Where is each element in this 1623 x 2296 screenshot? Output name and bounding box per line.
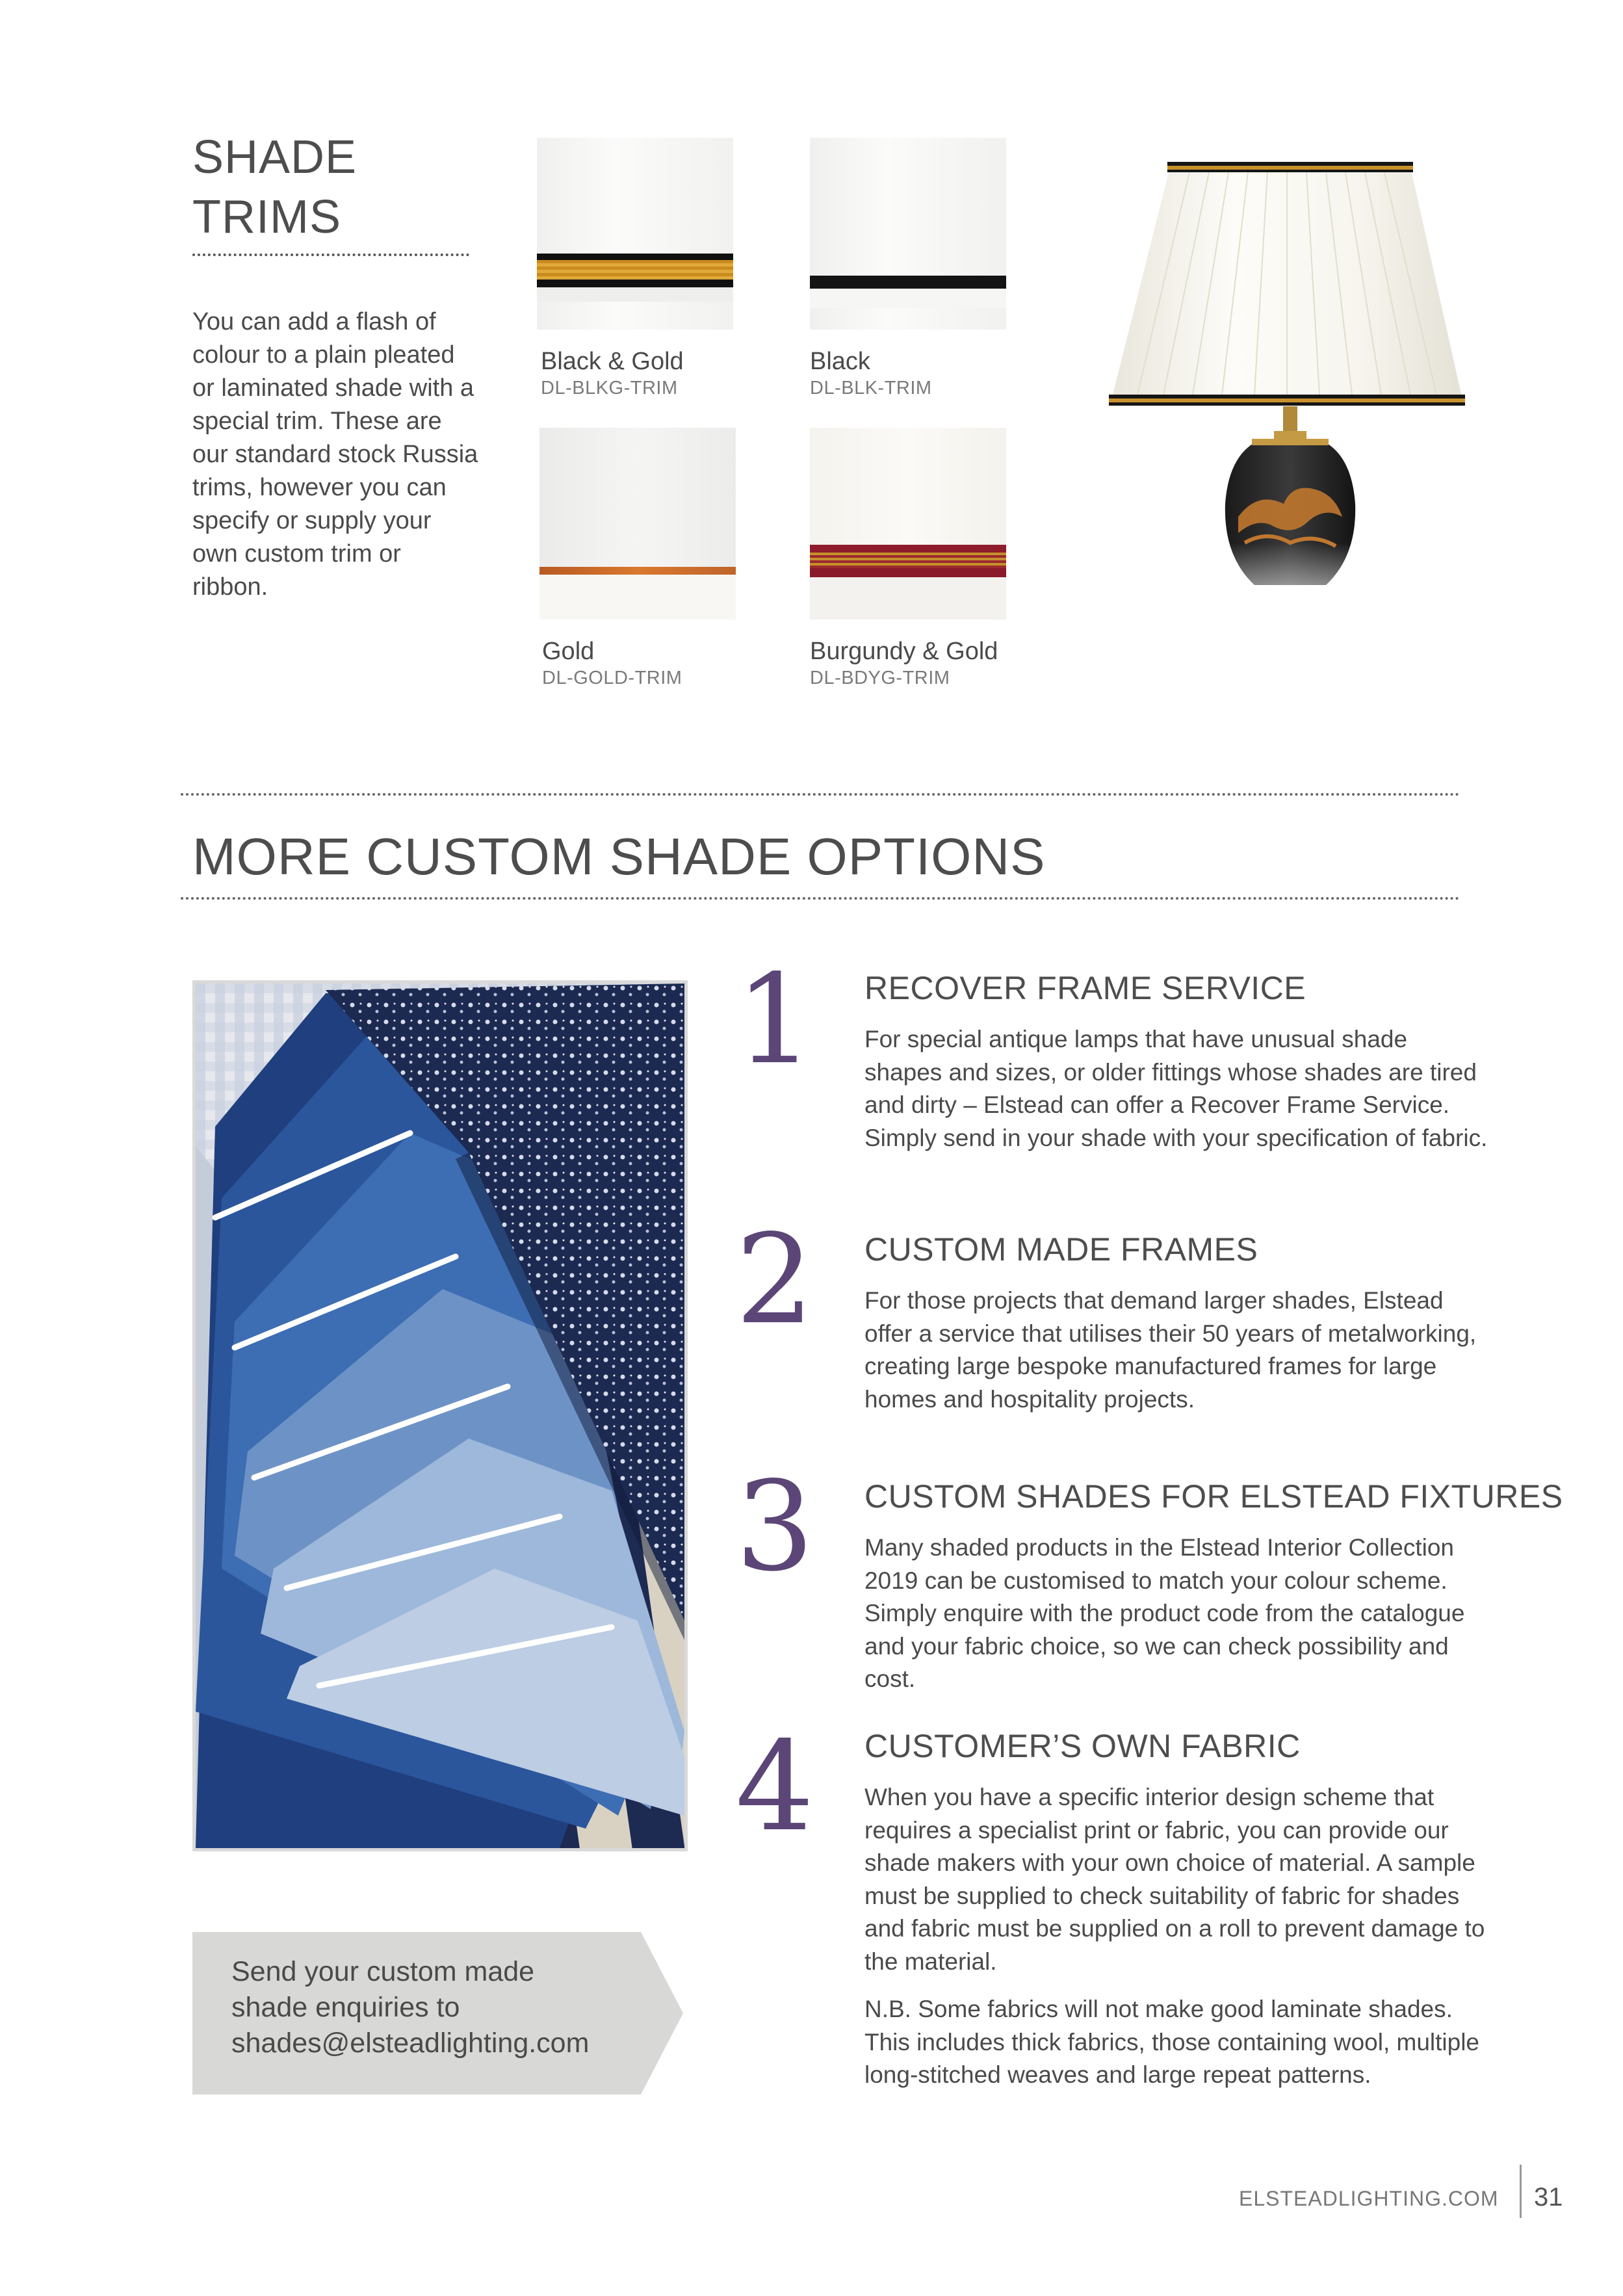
option-body-custom-shades-elstead-fixtures: Many shaded products in the Elstead Interior Collection 2019 can be customised to match your colour scheme. Simply enquire with the product code from the catalogue and your fabric choice, so we can check possibility and cost. (864, 1534, 1465, 1692)
footer-website[interactable]: ELSTEADLIGHTING.COM (1239, 2187, 1499, 2210)
option-title-recover-frame-service: RECOVER FRAME SERVICE (864, 970, 1306, 1006)
dotted-divider-top (181, 793, 1460, 796)
swatch-name: Black & Gold (541, 348, 684, 375)
shade-trims-title (192, 127, 357, 247)
enquiry-line-2: shade enquiries to (231, 1992, 460, 2023)
option-body-customers-own-fabric: When you have a specific interior design scheme that requires a specialist print or fabric, you can provide our shade makers with your own choice of material. A sample must be supplied to check suitability of fabric for shades and fabric must be supplied on a roll to prevent damage to the material. (864, 1784, 1485, 1975)
more-options-title: MORE CUSTOM SHADE OPTIONS (192, 828, 1046, 885)
dotted-divider-bottom (181, 897, 1460, 900)
shade-trims-description: You can add a flash of colour to a plain pleated or laminated shade with a special trim. These are our standard stock Russia trims, however you can specify or supply your own custom trim or ribbon. (192, 308, 478, 601)
enquiry-line-1: Send your custom made (231, 1956, 535, 1987)
page-number: 31 (1534, 2183, 1563, 2211)
option-note-laminate-fabrics: N.B. Some fabrics will not make good laminate shades. This includes thick fabrics, those containing wool, multiple long-stitched weaves and large repeat patterns. (864, 1996, 1480, 2088)
enquiry-text (231, 1954, 647, 2061)
enquiry-email-link[interactable]: shades@elsteadlighting.com (231, 2028, 590, 2059)
option-number-4: 4 (735, 1715, 814, 1859)
swatch-name: Black (810, 348, 870, 375)
swatch-burgundy-gold-image (810, 428, 1006, 620)
swatch-black-gold-image (537, 138, 733, 330)
option-number-2: 2 (735, 1208, 814, 1351)
swatch-black-image (810, 138, 1006, 330)
option-number-1: 1 (735, 948, 814, 1091)
option-title-custom-shades-elstead-fixtures: CUSTOM SHADES FOR ELSTEAD FIXTURES (864, 1478, 1563, 1515)
swatch-code: DL-BDYG-TRIM (810, 668, 950, 688)
option-title-customers-own-fabric: CUSTOMER’S OWN FABRIC (864, 1728, 1301, 1764)
option-body-recover-frame-service: For special antique lamps that have unusual shade shapes and sizes, or older fittings whose shades are tired and dirty – Elstead can offer a Recover Frame Service. Simply send in your shade with your specification of fabric. (864, 1026, 1488, 1151)
swatch-gold-image (539, 428, 736, 620)
swatch-name: Burgundy & Gold (810, 638, 998, 665)
enquiry-callout (192, 1932, 686, 2094)
dotted-divider (192, 254, 469, 256)
footer-separator (1520, 2165, 1522, 2218)
option-number-3: 3 (735, 1455, 814, 1598)
option-body-custom-made-frames: For those projects that demand larger shades, Elstead offer a service that utilises their 50 years of metalworking, creating large bespoke manufactured frames for large homes and hospitality projects. (864, 1287, 1477, 1413)
swatch-code: DL-BLKG-TRIM (541, 378, 678, 398)
option-title-custom-made-frames: CUSTOM MADE FRAMES (864, 1231, 1258, 1268)
swatch-code: DL-BLK-TRIM (810, 378, 932, 398)
fabric-swatches-photo (192, 980, 688, 1851)
table-lamp-image (1098, 153, 1482, 634)
swatch-code: DL-GOLD-TRIM (542, 668, 682, 688)
swatch-name: Gold (542, 638, 595, 665)
shade-trims-title-line2: TRIMS (192, 191, 341, 243)
shade-trims-title-line1: SHADE (192, 131, 357, 183)
